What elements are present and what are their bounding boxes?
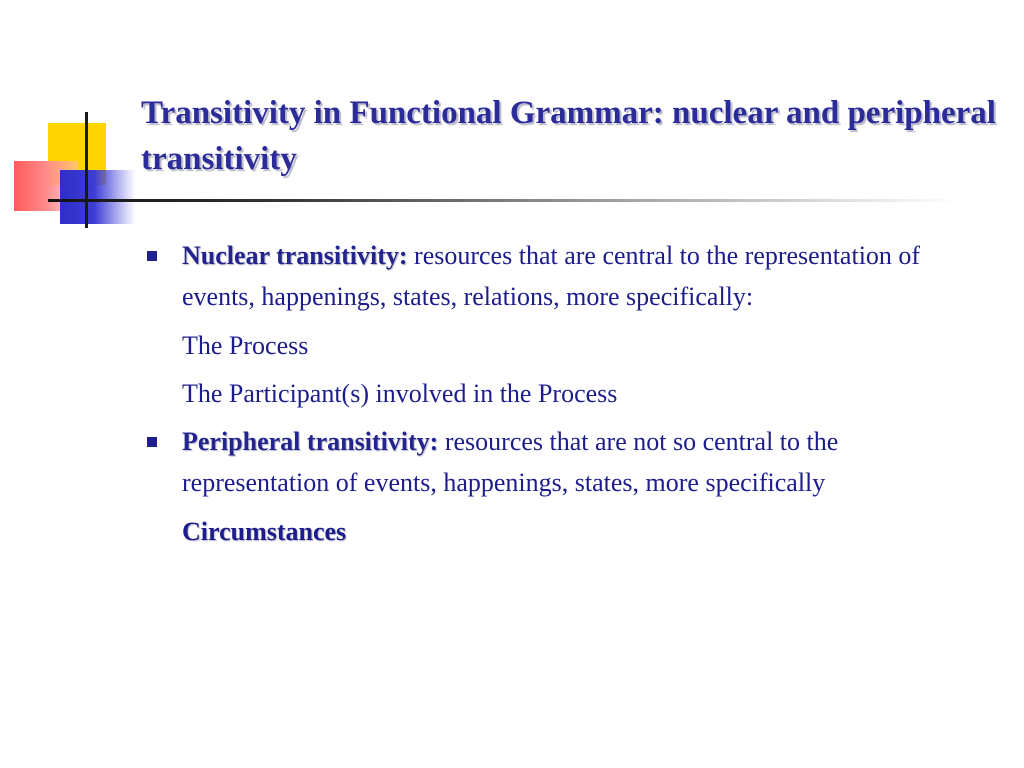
sub-item-participants: The Participant(s) involved in the Process [182, 379, 618, 408]
bullet-text-peripheral: resources that are not so central to the representation of events, happenings, states, more specifically [182, 427, 839, 497]
bullet-nuclear-transitivity [145, 235, 985, 317]
slide-title: Transitivity in Functional Grammar: nuclear and peripheral transitivity [141, 95, 996, 177]
bullet-lead-peripheral: Peripheral transitivity: [182, 427, 439, 456]
bullet-text-nuclear: resources that are central to the representation of events, happenings, states, relations, more specifically: [182, 241, 921, 311]
vertical-rule [85, 112, 88, 228]
bullet-lead-nuclear: Nuclear transitivity: [182, 241, 408, 270]
title-underline-rule [48, 199, 960, 202]
sub-item-circumstances: Circumstances [182, 517, 347, 546]
sub-item-process: The Process [182, 331, 309, 360]
square-bullet-icon [147, 437, 157, 447]
blue-gradient-decoration [60, 170, 136, 224]
slide-content [145, 235, 985, 553]
square-bullet-icon [147, 251, 157, 261]
bullet-peripheral-transitivity [145, 421, 985, 503]
